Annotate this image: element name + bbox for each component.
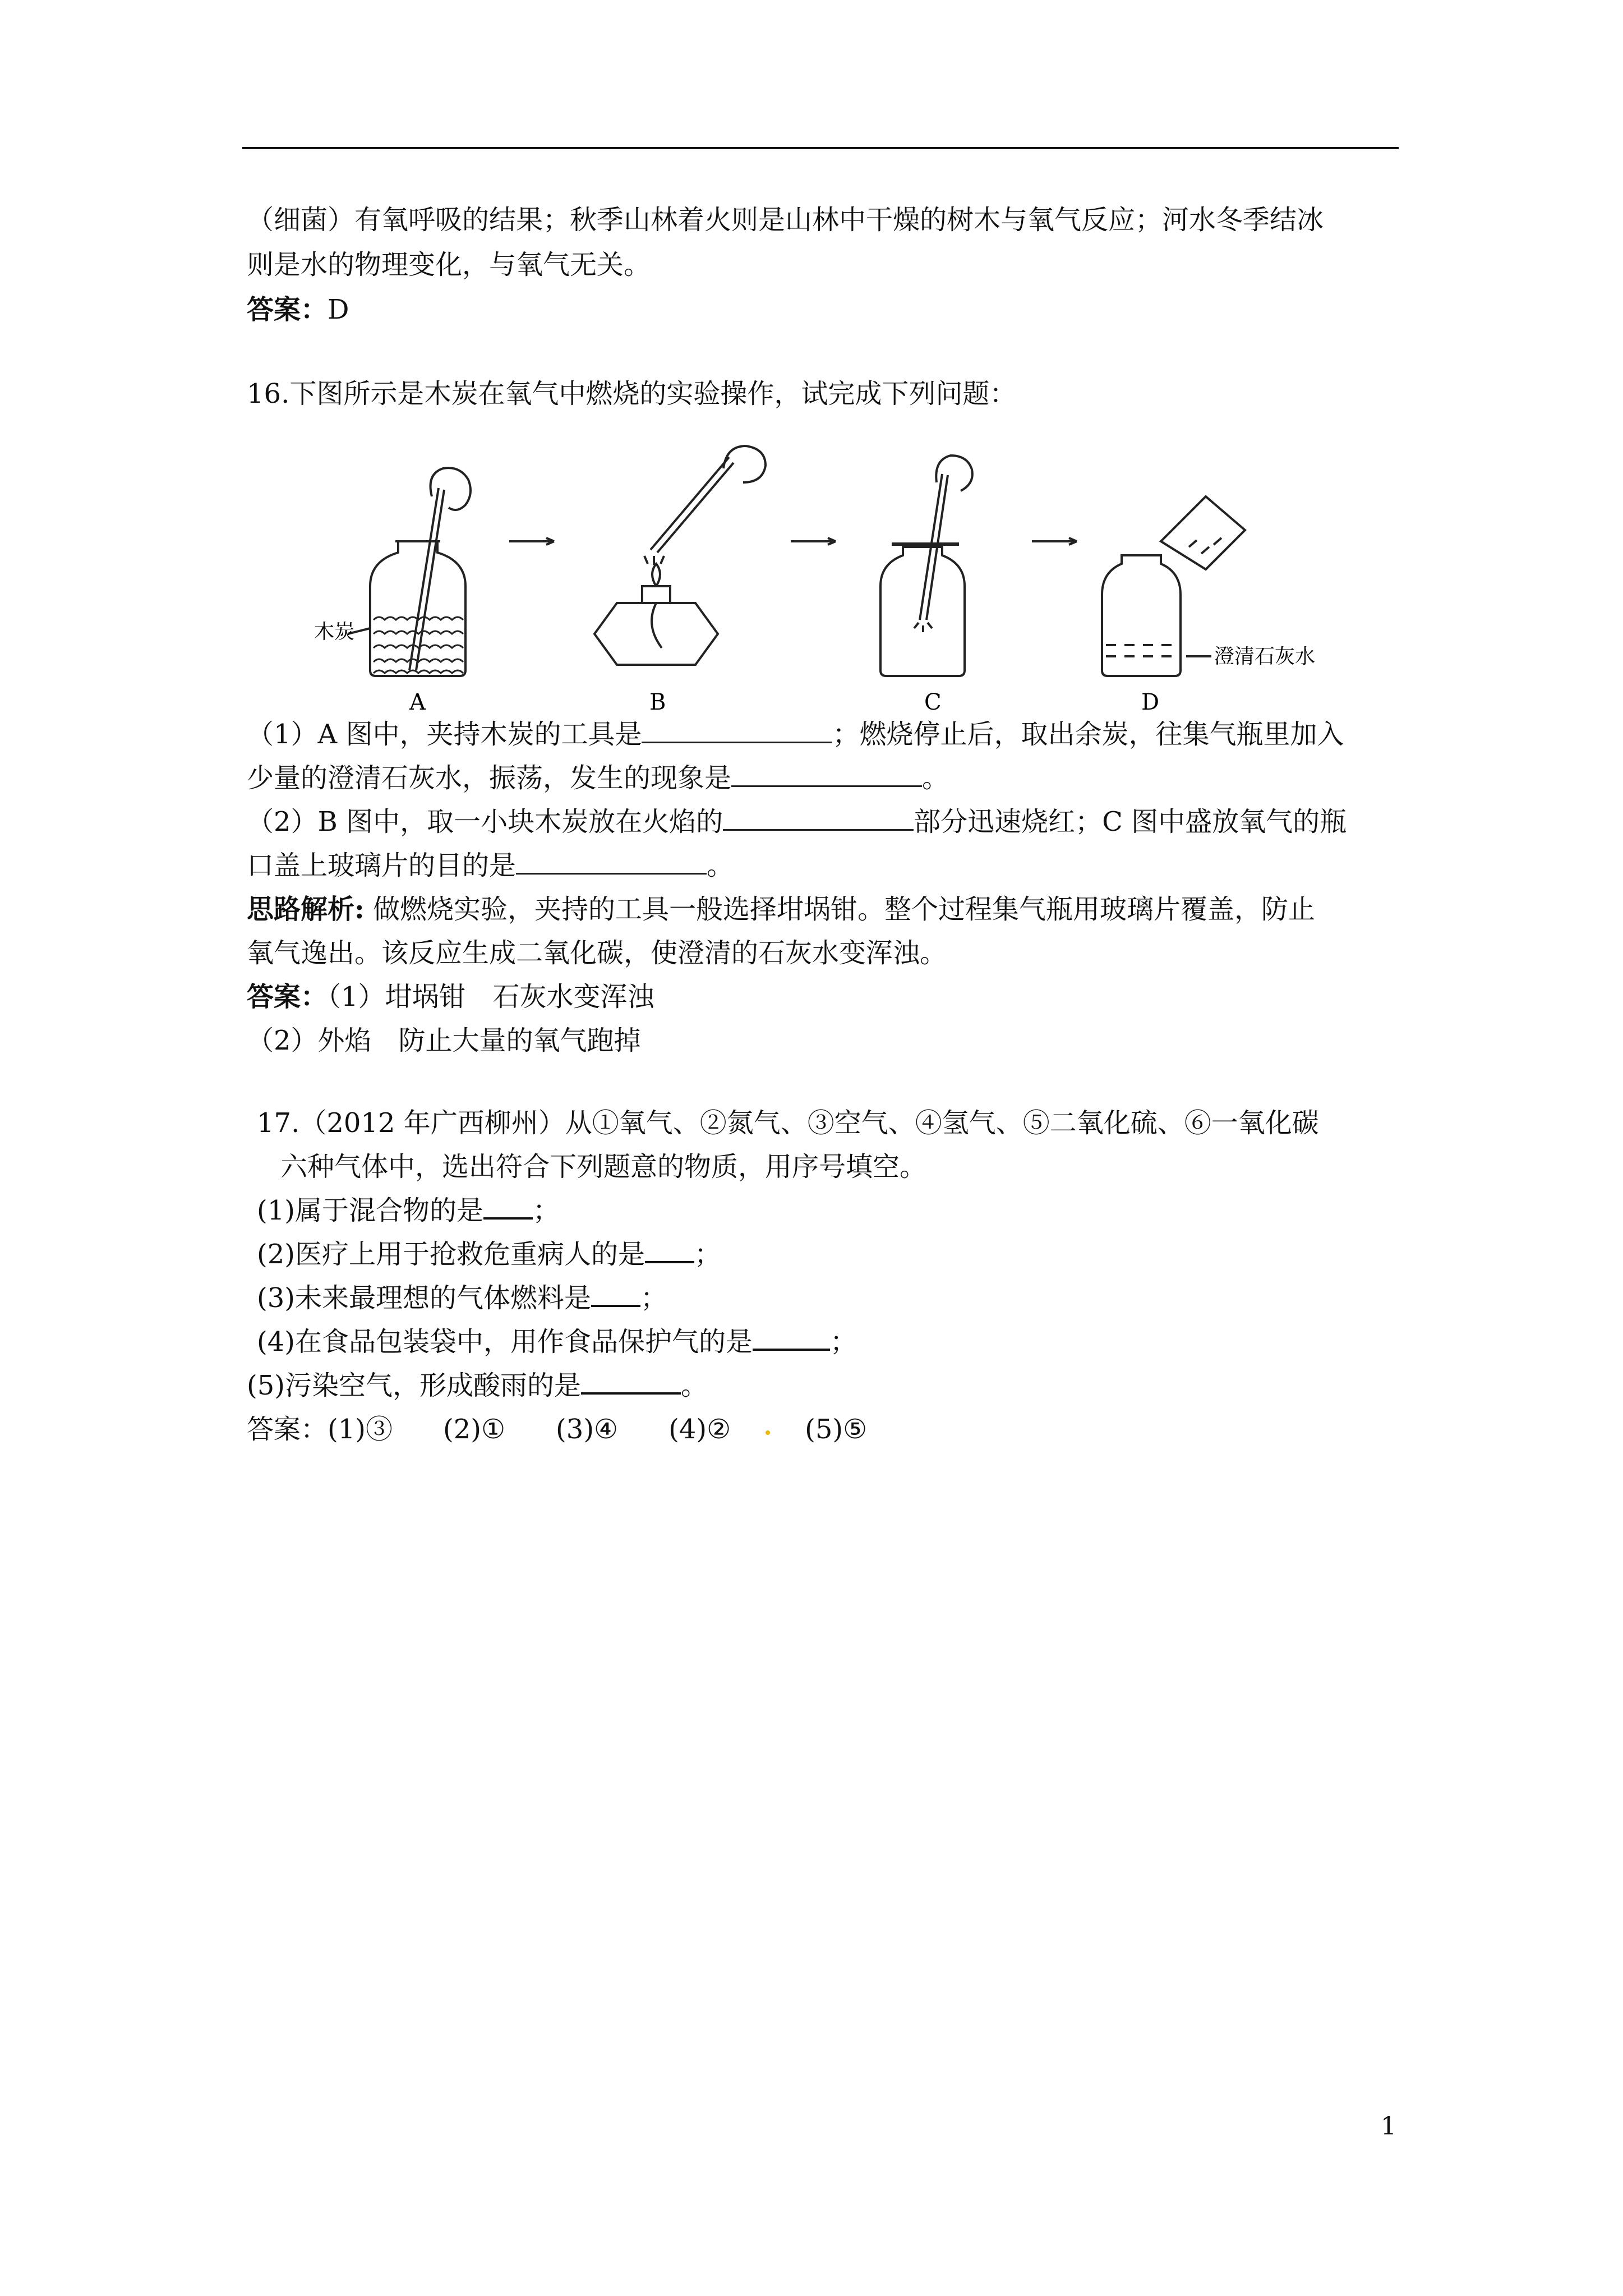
q17-blank-3[interactable] <box>591 1282 640 1307</box>
q17-item-5 <box>247 1364 708 1407</box>
q17-answer-5: (5)⑤ <box>805 1414 868 1445</box>
q17-answer-3: (3)④ <box>556 1414 619 1445</box>
q16-part1-line2 <box>247 756 949 800</box>
q16-analysis-line1 <box>247 887 1315 931</box>
q16-blank-2[interactable] <box>731 763 922 787</box>
q16-part2-line1 <box>247 800 1347 844</box>
hand-b <box>723 446 766 482</box>
analysis-text: 做燃烧实验，夹持的工具一般选择坩埚钳。整个过程集气瓶用玻璃片覆盖，防止 <box>364 894 1315 925</box>
experiment-figure <box>314 435 1324 715</box>
q17-item-text: (4)在食品包装袋中，用作食品保护气的是 <box>257 1326 753 1358</box>
q16-blank-3[interactable] <box>723 807 914 831</box>
hand-c <box>936 455 972 491</box>
q17-item-text: (5)污染空气，形成酸雨的是 <box>247 1370 581 1401</box>
page-number: 1 <box>1381 2112 1396 2141</box>
q16-part2-text: （2）B 图中，取一小块木炭放在火焰的 <box>247 806 723 838</box>
answer-label: 答案： <box>247 294 328 325</box>
q16-part2-text-c: 口盖上玻璃片的目的是 <box>247 850 517 881</box>
label-b: B <box>649 689 666 715</box>
burning-charcoal <box>914 623 932 632</box>
limewater-level <box>1106 645 1172 656</box>
q16-part1-text-c: 少量的澄清石灰水，振荡，发生的现象是 <box>247 762 732 794</box>
q16-blank-1[interactable] <box>642 719 832 743</box>
apparatus-a <box>348 468 471 676</box>
q16-part2-line2 <box>247 844 734 887</box>
label-d: D <box>1141 689 1160 715</box>
q17-item-end: ； <box>694 1239 722 1270</box>
q17-item-end: 。 <box>681 1370 708 1401</box>
q17-item-2 <box>257 1232 721 1276</box>
q17-stem-line2: 六种气体中，选出符合下列题意的物质，用序号填空。 <box>280 1151 927 1182</box>
q17-blank-4[interactable] <box>753 1326 830 1351</box>
answer-value: D <box>328 294 349 325</box>
q16-part2-text-b: 部分迅速烧红；C 图中盛放氧气的瓶 <box>914 806 1347 838</box>
q16-blank-4[interactable] <box>516 850 707 875</box>
q16-analysis-line2: 氧气逸出。该反应生成二氧化碳，使澄清的石灰水变浑浊。 <box>247 937 947 969</box>
apparatus-b <box>594 446 766 665</box>
q17-blank-5[interactable] <box>581 1370 681 1395</box>
answer-value: （1）坩埚钳 石灰水变浑浊 <box>328 981 654 1013</box>
q16-part1-text-d: 。 <box>922 762 949 794</box>
header-rule <box>242 147 1399 149</box>
q16-answer-line2: （2）外焰 防止大量的氧气跑掉 <box>247 1025 641 1056</box>
q17-item-text: (2)医疗上用于抢救危重病人的是 <box>257 1239 645 1270</box>
prev-explanation-line-2: 则是水的物理变化，与氧气无关。 <box>247 249 651 280</box>
beaker <box>1161 496 1245 569</box>
beaker-liquid <box>1189 538 1221 554</box>
apparatus-c <box>880 455 972 676</box>
stray-mark <box>766 1430 770 1435</box>
q17-blank-2[interactable] <box>645 1239 694 1263</box>
label-c: C <box>924 689 942 715</box>
q17-item-text: (3)未来最理想的气体燃料是 <box>257 1282 591 1314</box>
arrow-bc <box>791 538 836 545</box>
tongs-a <box>409 488 444 670</box>
q16-stem: 16.下图所示是木炭在氧气中燃烧的实验操作，试完成下列问题： <box>247 378 1017 409</box>
q17-answer-2: (2)① <box>443 1414 506 1445</box>
label-limewater: 澄清石灰水 <box>1214 645 1316 668</box>
q16-part2-text-d: 。 <box>707 850 734 881</box>
q17-item-end: ； <box>640 1282 668 1314</box>
q16-answer-line1 <box>247 975 654 1019</box>
q17-stem-line1: 17.（2012 年广西柳州）从①氧气、②氮气、③空气、④氢气、⑤二氧化硫、⑥一氧化碳 <box>257 1107 1319 1139</box>
q17-item-end: ； <box>830 1326 857 1358</box>
answer-label: 答案： <box>247 981 328 1013</box>
label-charcoal: 木炭 <box>314 620 355 643</box>
q17-item-3 <box>257 1276 667 1320</box>
q17-item-1 <box>257 1189 560 1232</box>
analysis-label: 思路解析: <box>247 894 365 925</box>
q17-answers <box>247 1407 867 1451</box>
label-a: A <box>409 689 426 715</box>
q17-blank-1[interactable] <box>483 1195 533 1220</box>
charcoal-pile <box>374 617 463 673</box>
answer-label: 答案： <box>247 1414 328 1445</box>
q17-answer-4: (4)② <box>668 1414 731 1445</box>
flame <box>652 564 660 586</box>
q16-part1-line1 <box>247 712 1344 756</box>
arrow-ab <box>509 538 554 545</box>
sparks <box>644 556 664 565</box>
q17-answer-1: (1)③ <box>328 1414 393 1445</box>
tongs-b <box>651 457 734 553</box>
prev-explanation-line-1: （细菌）有氧呼吸的结果；秋季山林着火则是山林中干燥的树木与氧气反应；河水冬季结冰 <box>247 204 1324 236</box>
q17-item-4 <box>257 1320 857 1364</box>
q17-item-text: (1)属于混合物的是 <box>257 1195 483 1226</box>
q16-part1-text: （1）A 图中，夹持木炭的工具是 <box>247 719 642 750</box>
prev-answer <box>247 288 349 332</box>
q17-item-end: ； <box>533 1195 560 1226</box>
arrow-cd <box>1032 538 1077 545</box>
q16-part1-text-b: ；燃烧停止后，取出余炭，往集气瓶里加入 <box>832 719 1344 750</box>
wick <box>652 603 662 648</box>
